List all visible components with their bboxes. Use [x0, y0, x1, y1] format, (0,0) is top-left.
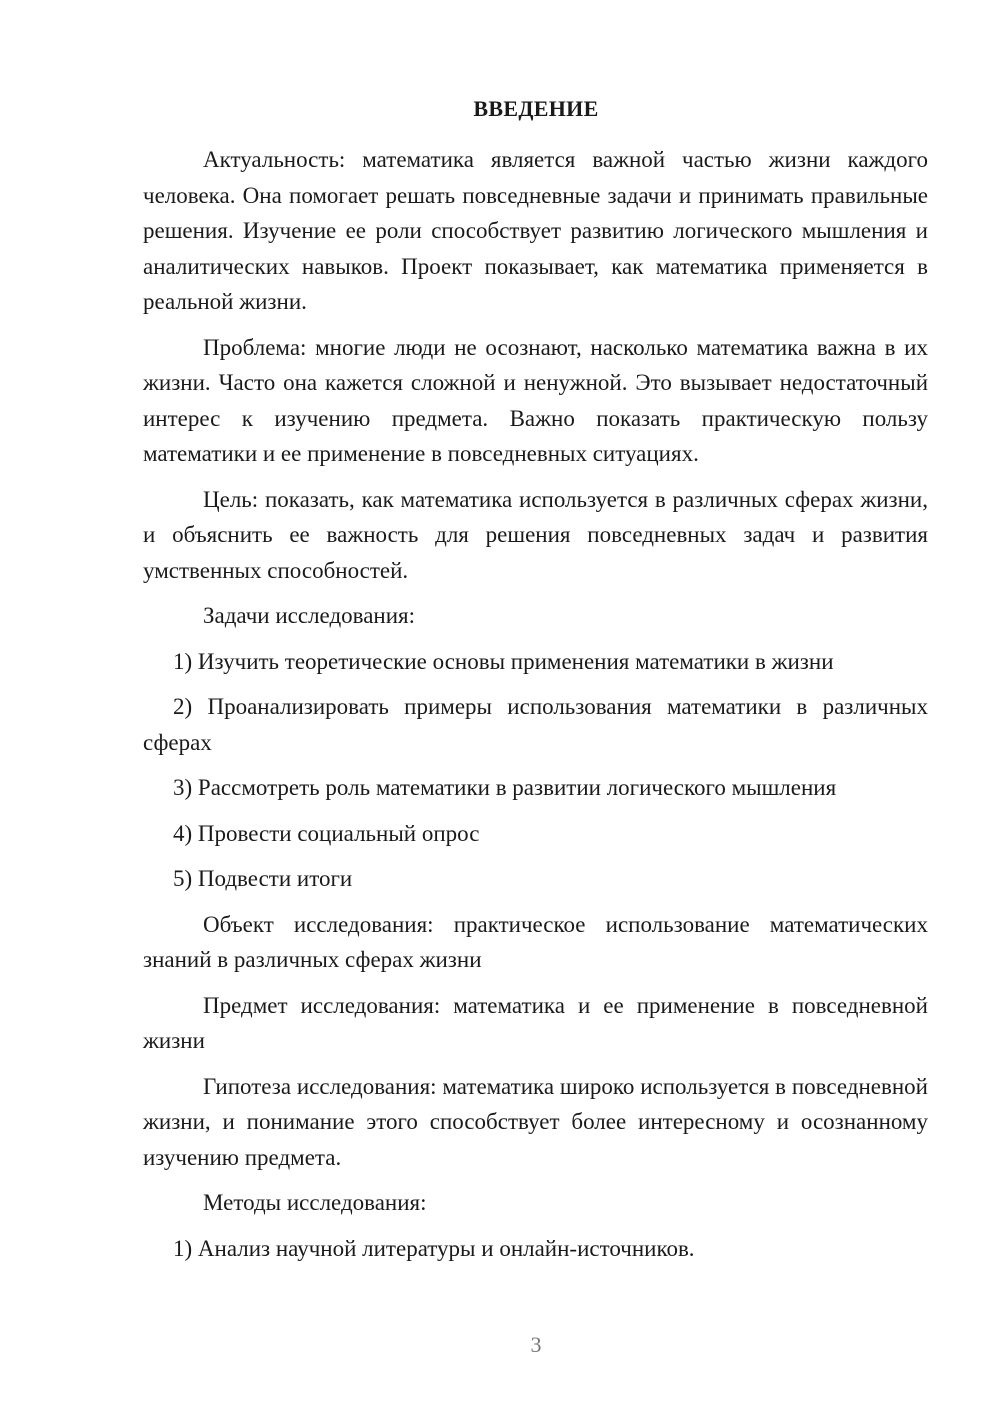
task-item-1: 1) Изучить теоретические основы применения математики в жизни — [173, 648, 834, 674]
paragraph-object: Объект исследования: практическое использование математических знаний в различных сферах жизни — [143, 911, 928, 972]
document-body — [143, 142, 928, 1266]
method-item-1: 1) Анализ научной литературы и онлайн-источников. — [173, 1235, 695, 1261]
task-item-3: 3) Рассмотреть роль математики в развитии логического мышления — [173, 775, 837, 800]
paragraph-relevance: Актуальность: математика является важной частью жизни каждого человека. Она помогает решать повседневные задачи и принимать правильные решения. Изучение ее роли способствует развитию логического мышления и аналитических навыков. Проект показывает, как математика применяется в реальной жизни. — [143, 147, 928, 314]
paragraph-problem: Проблема: многие люди не осознают, насколько математика важна в их жизни. Часто она кажется сложной и ненужной. Это вызывает недостаточный интерес к изучению предмета. Важно показать практическую пользу математики и ее применение в повседневных ситуациях. — [143, 334, 928, 466]
paragraph-goal: Цель: показать, как математика используется в различных сферах жизни, и объяснить ее важность для решения повседневных задач и развития умственных способностей. — [143, 486, 928, 583]
methods-heading: Методы исследования: — [203, 1190, 427, 1215]
task-item-2: 2) Проанализировать примеры использования математики в различных сферах — [143, 694, 928, 755]
task-item-5: 5) Подвести итоги — [173, 866, 353, 891]
page-number: 3 — [530, 1332, 542, 1357]
task-item-4: 4) Провести социальный опрос — [173, 820, 480, 846]
page-title: ВВЕДЕНИЕ — [473, 96, 599, 121]
paragraph-hypothesis: Гипотеза исследования: математика широко используется в повседневной жизни, и понимание этого способствует более интересному и осознанному изучению предмета. — [143, 1073, 928, 1170]
tasks-heading: Задачи исследования: — [203, 603, 416, 628]
paragraph-subject: Предмет исследования: математика и ее применение в повседневной жизни — [143, 992, 928, 1053]
